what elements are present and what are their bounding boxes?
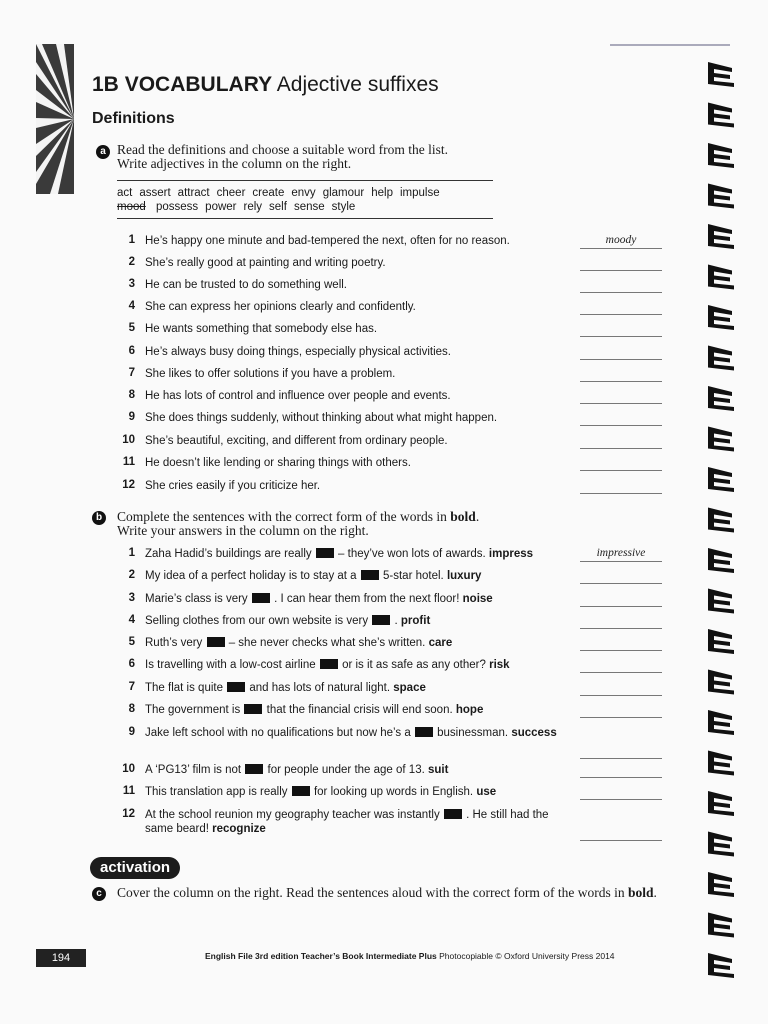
activation-instruction-pre: Cover the column on the right. Read the sentences aloud with the correct form of the words in bbox=[117, 885, 628, 900]
root-word: success bbox=[511, 727, 557, 739]
sentence-after: – they’ve won lots of awards. bbox=[338, 548, 486, 560]
spiral-loop bbox=[708, 953, 734, 978]
section-topic: Adjective suffixes bbox=[276, 73, 439, 96]
word-list-word: attract bbox=[177, 187, 210, 199]
definition-text: He doesn’t like lending or sharing things with others. bbox=[145, 457, 411, 469]
sentence-before: This translation app is really bbox=[145, 786, 288, 798]
sentence-text bbox=[145, 636, 575, 650]
spiral-loop bbox=[708, 386, 734, 411]
answer-line bbox=[580, 763, 662, 778]
answer-line bbox=[580, 636, 662, 651]
word-list-box bbox=[117, 180, 493, 219]
word-list-word: impulse bbox=[400, 187, 440, 199]
answer-line bbox=[580, 658, 662, 673]
footer-copyright bbox=[205, 951, 615, 961]
spiral-loop bbox=[708, 832, 734, 857]
answer-line bbox=[580, 703, 662, 718]
answer-text: moody bbox=[605, 234, 637, 246]
word-list-word: sense bbox=[293, 201, 325, 213]
sentence-after: . He still had the same beard! bbox=[145, 809, 549, 835]
blank-gap bbox=[372, 615, 390, 625]
badge-a: a bbox=[96, 145, 110, 159]
word-list-word: assert bbox=[139, 187, 171, 199]
activation-label: activation bbox=[90, 857, 180, 879]
root-word: care bbox=[428, 637, 453, 649]
sentence-text bbox=[145, 726, 565, 740]
answer-line bbox=[580, 322, 662, 337]
item-number: 12 bbox=[122, 808, 135, 820]
spiral-loop bbox=[708, 62, 734, 87]
footer-copyright-notice: Photocopiable © Oxford University Press 2014 bbox=[436, 951, 615, 961]
section-b-instruction bbox=[117, 510, 479, 538]
item-number: 12 bbox=[122, 479, 135, 491]
definition-text: She cries easily if you criticize her. bbox=[145, 480, 321, 492]
sentence-text bbox=[145, 785, 575, 799]
sentence-text bbox=[145, 703, 575, 717]
item-number: 11 bbox=[122, 456, 135, 468]
item-number: 1 bbox=[128, 234, 135, 246]
sentence-after: or is it as safe as any other? bbox=[342, 659, 486, 671]
sentence-text bbox=[145, 547, 575, 561]
definition-text: She does things suddenly, without thinking about what might happen. bbox=[145, 412, 498, 424]
answer-line bbox=[580, 389, 662, 404]
spiral-loop bbox=[708, 508, 734, 533]
spiral-loop bbox=[708, 589, 734, 614]
footer-book-title: English File 3rd edition Teacher’s Book Intermediate Plus bbox=[205, 951, 437, 961]
spiral-loop bbox=[708, 913, 734, 938]
word-list-word: style bbox=[331, 201, 356, 213]
badge-b: b bbox=[92, 511, 106, 525]
definition-text: He’s always busy doing things, especially physical activities. bbox=[145, 346, 451, 358]
answer-line bbox=[580, 456, 662, 471]
definition-text: She likes to offer solutions if you have a problem. bbox=[145, 368, 396, 380]
root-word: impress bbox=[488, 548, 534, 560]
item-number: 5 bbox=[128, 322, 135, 334]
spiral-loop bbox=[708, 872, 734, 897]
item-number: 10 bbox=[122, 763, 135, 775]
definition-text: He’s happy one minute and bad-tempered the next, often for no reason. bbox=[145, 235, 510, 247]
word-list-word: create bbox=[252, 187, 285, 199]
sentence-after: . I can hear them from the next floor! bbox=[274, 593, 460, 605]
section-a-instruction bbox=[117, 143, 448, 171]
definition-text: He has lots of control and influence over people and events. bbox=[145, 390, 451, 402]
spiral-loop bbox=[708, 751, 734, 776]
answer-line bbox=[580, 785, 662, 800]
word-list-word: cheer bbox=[216, 187, 246, 199]
unit-code: 1B bbox=[92, 73, 119, 96]
item-number: 7 bbox=[128, 681, 135, 693]
answer-line bbox=[580, 300, 662, 315]
answer-line bbox=[580, 278, 662, 293]
word-list-word: self bbox=[269, 201, 287, 213]
blank-gap bbox=[320, 659, 338, 669]
sentence-after: for people under the age of 13. bbox=[267, 764, 425, 776]
item-number: 1 bbox=[128, 547, 135, 559]
blank-gap bbox=[444, 809, 462, 819]
sentence-text bbox=[145, 681, 575, 695]
word-list-line2 bbox=[117, 200, 493, 214]
word-list-word: power bbox=[205, 201, 237, 213]
item-number: 3 bbox=[128, 278, 135, 290]
sentence-after: for looking up words in English. bbox=[313, 786, 474, 798]
sentence-text bbox=[145, 658, 575, 672]
sentence-before: A ‘PG13’ film is not bbox=[145, 764, 242, 776]
item-number: 4 bbox=[128, 614, 135, 626]
answer-line bbox=[580, 367, 662, 382]
answer-line bbox=[580, 411, 662, 426]
sentence-text bbox=[145, 808, 565, 836]
root-word: suit bbox=[428, 764, 449, 776]
activation-instruction bbox=[117, 886, 657, 900]
section-a-instruction-line1: Read the definitions and choose a suitable word from the list. bbox=[117, 142, 449, 157]
root-word: space bbox=[393, 682, 426, 694]
sentence-before: Zaha Hadid’s buildings are really bbox=[145, 548, 312, 560]
spiral-loop bbox=[708, 791, 734, 816]
answer-line bbox=[580, 434, 662, 449]
top-rule bbox=[610, 44, 730, 46]
sentence-text bbox=[145, 614, 575, 628]
answer-line bbox=[580, 614, 662, 629]
spiral-loop bbox=[708, 670, 734, 695]
item-number: 9 bbox=[128, 726, 135, 738]
definition-text: She’s really good at painting and writing poetry. bbox=[145, 257, 386, 269]
root-word: noise bbox=[462, 593, 493, 605]
sentence-before: Selling clothes from our own website is very bbox=[145, 615, 369, 627]
section-a-instruction-line2: Write adjectives in the column on the right. bbox=[117, 156, 352, 171]
sentence-text bbox=[145, 763, 575, 777]
word-list-word: help bbox=[371, 187, 393, 199]
spiral-loop bbox=[708, 467, 734, 492]
sentence-before: The flat is quite bbox=[145, 682, 223, 694]
section-b-instruction-post: . bbox=[475, 509, 480, 524]
badge-c: c bbox=[92, 887, 106, 901]
word-list-struck-word: mood bbox=[117, 201, 146, 213]
page-number: 194 bbox=[36, 949, 86, 967]
spiral-loop bbox=[708, 427, 734, 452]
sentence-before: Is travelling with a low-cost airline bbox=[145, 659, 316, 671]
spiral-loop bbox=[708, 710, 734, 735]
blank-gap bbox=[245, 764, 263, 774]
spiral-loop bbox=[708, 346, 734, 371]
definition-text: She’s beautiful, exciting, and different from ordinary people. bbox=[145, 435, 448, 447]
blank-gap bbox=[292, 786, 310, 796]
sentence-after: that the financial crisis will end soon. bbox=[266, 704, 453, 716]
item-number: 7 bbox=[128, 367, 135, 379]
section-b-instruction-bold: bold bbox=[450, 509, 476, 524]
section-b-instruction-pre: Complete the sentences with the correct form of the words in bbox=[117, 509, 451, 524]
sentence-before: Ruth’s very bbox=[145, 637, 203, 649]
spiral-loop bbox=[708, 629, 734, 654]
sentence-after: and has lots of natural light. bbox=[249, 682, 391, 694]
sentence-before: My idea of a perfect holiday is to stay at a bbox=[145, 570, 357, 582]
word-list-word: possess bbox=[155, 201, 199, 213]
section-keyword: VOCABULARY bbox=[124, 73, 273, 96]
item-number: 8 bbox=[128, 703, 135, 715]
root-word: luxury bbox=[446, 570, 482, 582]
answer-line bbox=[580, 744, 662, 759]
sentence-after: 5-star hotel. bbox=[383, 570, 444, 582]
spiral-loop bbox=[708, 103, 734, 128]
item-number: 11 bbox=[122, 785, 135, 797]
sentence-before: The government is bbox=[145, 704, 241, 716]
answer-text: impressive bbox=[596, 547, 646, 559]
answer-line bbox=[580, 345, 662, 360]
root-word: hope bbox=[455, 704, 484, 716]
sentence-before: Marie’s class is very bbox=[145, 593, 248, 605]
sentence-after: businessman. bbox=[437, 727, 509, 739]
spiral-loop bbox=[708, 548, 734, 573]
page-title bbox=[92, 73, 439, 97]
answer-line bbox=[580, 569, 662, 584]
blank-gap bbox=[415, 727, 433, 737]
word-list-word: rely bbox=[243, 201, 263, 213]
word-list-word: glamour bbox=[322, 187, 365, 199]
spiral-loop bbox=[708, 184, 734, 209]
root-word: risk bbox=[489, 659, 510, 671]
blank-gap bbox=[207, 637, 225, 647]
item-number: 4 bbox=[128, 300, 135, 312]
section-b-instruction-line2: Write your answers in the column on the right. bbox=[117, 523, 369, 538]
item-number: 5 bbox=[128, 636, 135, 648]
item-number: 9 bbox=[128, 411, 135, 423]
sentence-text bbox=[145, 592, 575, 606]
word-list-line1 bbox=[117, 186, 493, 200]
answer-line bbox=[580, 479, 662, 494]
subtitle: Definitions bbox=[92, 110, 175, 127]
root-word: use bbox=[476, 786, 497, 798]
spiral-binding bbox=[704, 60, 740, 980]
blank-gap bbox=[316, 548, 334, 558]
item-number: 3 bbox=[128, 592, 135, 604]
answer-line bbox=[580, 826, 662, 841]
spiral-loop bbox=[708, 265, 734, 290]
item-number: 6 bbox=[128, 658, 135, 670]
sentence-before: Jake left school with no qualifications but now he’s a bbox=[145, 727, 411, 739]
definition-text: He wants something that somebody else has. bbox=[145, 323, 378, 335]
spiral-loop bbox=[708, 143, 734, 168]
definition-text: He can be trusted to do something well. bbox=[145, 279, 348, 291]
item-number: 8 bbox=[128, 389, 135, 401]
sentence-after: . bbox=[394, 615, 398, 627]
item-number: 10 bbox=[122, 434, 135, 446]
root-word: recognize bbox=[212, 823, 266, 835]
blank-gap bbox=[252, 593, 270, 603]
definition-text: She can express her opinions clearly and confidently. bbox=[145, 301, 416, 313]
root-word: profit bbox=[400, 615, 431, 627]
spiral-loop bbox=[708, 224, 734, 249]
sentence-before: At the school reunion my geography teacher was instantly bbox=[145, 809, 440, 821]
section-b-instruction-line1 bbox=[117, 510, 479, 524]
answer-line bbox=[580, 681, 662, 696]
blank-gap bbox=[361, 570, 379, 580]
item-number: 2 bbox=[128, 569, 135, 581]
word-list-word: act bbox=[117, 187, 133, 199]
activation-instruction-bold: bold bbox=[627, 885, 654, 900]
item-number: 2 bbox=[128, 256, 135, 268]
item-number: 6 bbox=[128, 345, 135, 357]
sentence-after: – she never checks what she’s written. bbox=[228, 637, 426, 649]
sentence-text bbox=[145, 569, 575, 583]
answer-line bbox=[580, 256, 662, 271]
word-list-word: envy bbox=[291, 187, 316, 199]
sunburst-decoration bbox=[36, 44, 74, 194]
activation-instruction-post: . bbox=[653, 885, 657, 900]
spiral-loop bbox=[708, 305, 734, 330]
blank-gap bbox=[227, 682, 245, 692]
blank-gap bbox=[244, 704, 262, 714]
answer-line bbox=[580, 592, 662, 607]
